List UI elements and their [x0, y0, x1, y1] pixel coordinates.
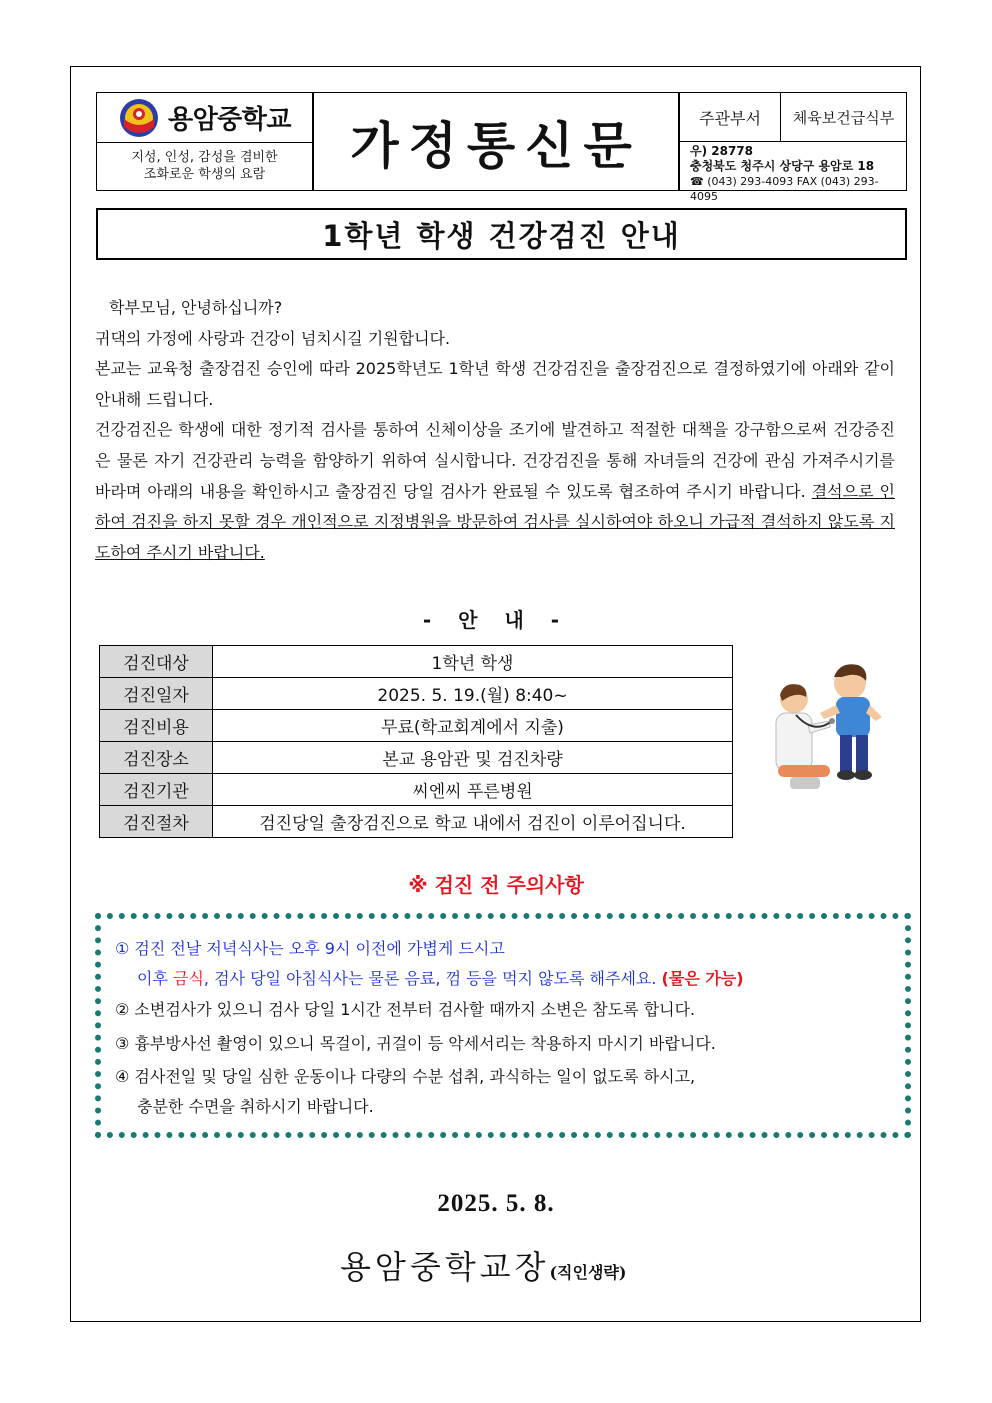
dept-row [680, 93, 906, 142]
doctor-checkup-illustration [770, 655, 888, 795]
caution-item-2: ② 소변검사가 있으니 검사 당일 1시간 전부터 검사할 때까지 소변은 참도록 합니다. [115, 1000, 696, 1019]
caution-item-1-text-c: , 검사 당일 아침식사는 물론 음료, 껌 등을 먹지 않도록 해주세요. [203, 969, 662, 988]
postal-code: 우) 28778 [690, 144, 754, 158]
paragraph-1: 귀댁의 가정에 사랑과 건강이 넘치시길 기원합니다. [95, 328, 451, 348]
motto-line-1: 지성, 인성, 감성을 겸비한 [131, 150, 278, 165]
info-row [100, 646, 733, 678]
info-value: 씨엔씨 푸른병원 [213, 774, 733, 806]
info-row [100, 678, 733, 710]
school-name: 용암중학교 [167, 105, 292, 135]
notice-heading: - 안 내 - [422, 608, 570, 632]
caution-item-1-line-1: ① 검진 전날 저녁식사는 오후 9시 이전에 가볍게 드시고 [115, 939, 505, 958]
info-row [100, 710, 733, 742]
seal-note: (직인생략) [549, 1263, 627, 1282]
paragraph-3-underlined: 결석으로 인하여 검진을 하지 못할 경우 개인적으로 지정병원을 방문하여 검사를 실시하여야 하오니 가급적 결석하지 않도록 지도하여 주시기 바랍니다. [95, 481, 895, 562]
info-row [100, 806, 733, 838]
doc-type-title: 가정통신문 [350, 116, 642, 175]
info-value: 1학년 학생 [213, 646, 733, 678]
school-box [96, 92, 313, 191]
info-value: 무료(학교회계에서 지출) [213, 710, 733, 742]
school-motto [97, 143, 312, 191]
document-title: 1학년 학생 건강검진 안내 [96, 208, 907, 260]
principal-signature [340, 1242, 626, 1288]
greeting: 학부모님, 안녕하십니까? [109, 298, 283, 317]
dept-value: 체육보건급식부 [792, 108, 895, 127]
caution-item-3: ③ 흉부방사선 촬영이 있으니 목걸이, 귀걸이 등 악세서리는 착용하지 마시기 바랍니다. [115, 1034, 716, 1053]
caution-item-4-line-1: ④ 검사전일 및 당일 심한 운동이나 다량의 수분 섭취, 과식하는 일이 없도록 하시고, [115, 1067, 696, 1086]
body-text [95, 293, 895, 568]
info-label: 검진일자 [100, 678, 213, 710]
caution-item-1-text-a: 이후 [137, 969, 173, 988]
school-name-row [97, 93, 312, 143]
school-logo-icon [118, 97, 160, 139]
paragraph-2: 본교는 교육청 출장검진 승인에 따라 2025학년도 1학년 학생 건강검진을 출장검진으로 결정하였기에 아래와 같이 안내해 드립니다. [95, 359, 895, 409]
caution-title: ※ 검진 전 주의사항 [408, 873, 584, 897]
caution-item-1-water-allowed: (물은 가능) [661, 969, 744, 988]
address-block [690, 144, 906, 204]
doc-type-box [313, 92, 679, 191]
info-value: 검진당일 출장검진으로 학교 내에서 검진이 이루어집니다. [213, 806, 733, 838]
info-row [100, 774, 733, 806]
dept-label: 주관부서 [680, 93, 781, 141]
address: 충청북도 청주시 상당구 용암로 18 [690, 159, 875, 173]
info-label: 검진대상 [100, 646, 213, 678]
info-label: 검진절차 [100, 806, 213, 838]
tel-fax: ☎ (043) 293-4093 FAX (043) 293-4095 [690, 175, 879, 203]
info-value: 본교 용암관 및 검진차량 [213, 742, 733, 774]
motto-line-2: 조화로운 학생의 요람 [143, 167, 266, 182]
info-row [100, 742, 733, 774]
info-label: 검진기관 [100, 774, 213, 806]
paragraph-3-text: 건강검진은 학생에 대한 정기적 검사를 통하여 신체이상을 조기에 발견하고 적절한 대책을 강구함으로써 건강증진은 물론 자기 건강관리 능력을 함양하기 위하여 실시합니다. 건강검진을 통해 자녀들의 건강에 관심 가져주시기를 바라며 아래의 내용을 확인하시고 출장검진 당일 검사가 완료될 수 있도록 협조하여 주시기 바랍니다. [95, 420, 895, 501]
principal-title: 용암중학교장 [340, 1248, 550, 1286]
dept-box [679, 92, 907, 203]
info-label: 검진비용 [100, 710, 213, 742]
caution-item-1-fasting: 금식 [173, 969, 204, 988]
info-table [99, 645, 733, 838]
info-label: 검진장소 [100, 742, 213, 774]
info-value: 2025. 5. 19.(월) 8:40~ [213, 678, 733, 710]
caution-box [95, 913, 911, 1138]
caution-item-1-line-2 [137, 969, 744, 989]
paragraph-3 [95, 415, 895, 568]
issue-date: 2025. 5. 8. [437, 1190, 555, 1217]
caution-item-4-line-2: 충분한 수면을 취하시기 바랍니다. [137, 1097, 374, 1116]
